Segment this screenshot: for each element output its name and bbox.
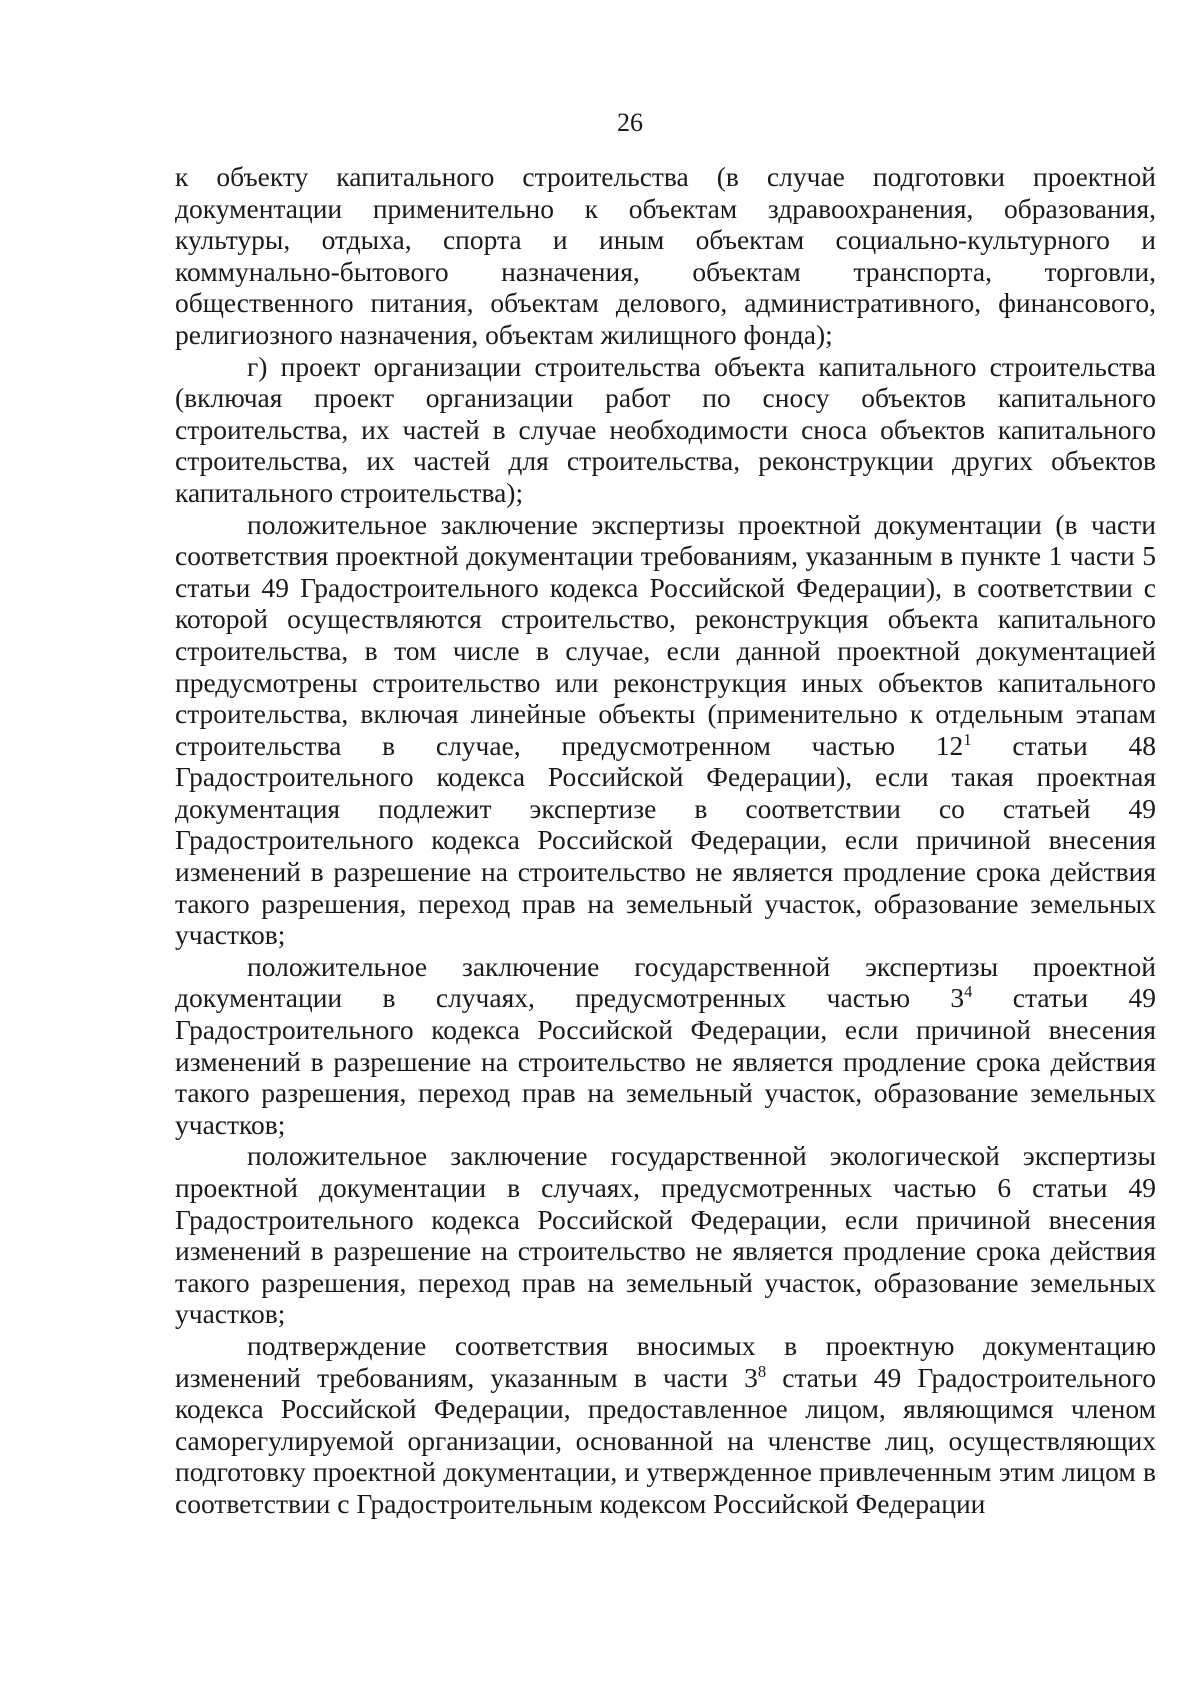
paragraph-3 (175, 509, 1156, 951)
paragraph-4 (175, 951, 1156, 1141)
paragraph-5 (175, 1140, 1156, 1330)
paragraph-1 (175, 161, 1156, 351)
superscript: 4 (964, 982, 973, 1002)
text-segment: к объекту капитального строительства (в случае подготовки проектной документации применительно к объектам здравоохранения, образования, культуры, отдыха, спорта и иным объектам социально-культурного и коммунально-бытового назначения, объектам транспорта, торговли, общественного питания, объектам делового, административного, финансового, религиозного назначения, объектам жилищного фонда); (175, 161, 1156, 350)
paragraph-6 (175, 1330, 1156, 1520)
text-segment: положительное заключение государственной экспертизы проектной документации в случаях, предусмотренных частью 3 (175, 950, 1156, 1014)
text-segment: положительное заключение экспертизы проектной документации (в части соответствия проектной документации требованиям, указанным в пункте 1 части 5 статьи 49 Градостроительного кодекса Российской Федерации), в соответствии с которой осуществляются строительство, реконструкция объекта капитального строительства, в том числе в случае, если данной проектной документацией предусмотрены строительство или реконструкция иных объектов капитального строительства, включая линейные объекты (применительно к отдельным этапам строительства в случае, предусмотренном частью 12 (175, 508, 1156, 761)
text-segment: статьи 49 Градостроительного кодекса Российской Федерации, предоставленное лицом, являющимся членом саморегулируемой организации, основанной на членстве лиц, осуществляющих подготовку проектной документации, и утвержденное привлеченным этим лицом в соответствии с Градостроительным кодексом Российской Федерации (175, 1361, 1156, 1519)
text-segment: г) проект организации строительства объекта капитального строительства (включая проект организации работ по сносу объектов капитального строительства, их частей в случае необходимости сноса объектов капитального строительства, их частей для строительства, реконструкции других объектов капитального строительства); (175, 350, 1156, 508)
text-segment: статьи 48 Градостроительного кодекса Российской Федерации), если такая проектная документация подлежит экспертизе в соответствии со статьей 49 Градостроительного кодекса Российской Федерации, если причиной внесения изменений в разрешение на строительство не является продление срока действия такого разрешения, переход прав на земельный участок, образование земельных участков; (175, 729, 1156, 951)
page-number: 26 (617, 108, 643, 137)
document-body (175, 161, 1156, 1520)
text-segment: статьи 49 Градостроительного кодекса Российской Федерации, если причиной внесения изменений в разрешение на строительство не является продление срока действия такого разрешения, переход прав на земельный участок, образование земельных участков; (175, 982, 1156, 1140)
superscript: 8 (757, 1361, 767, 1381)
text-segment: подтверждение соответствия вносимых в проектную документацию изменений требованиям, указанным в части 3 (175, 1329, 1156, 1393)
paragraph-2 (175, 351, 1156, 509)
superscript: 1 (963, 729, 972, 749)
text-segment: положительное заключение государственной экологической экспертизы проектной документации в случаях, предусмотренных частью 6 статьи 49 Градостроительного кодекса Российской Федерации, если причиной внесения изменений в разрешение на строительство не является продление срока действия такого разрешения, переход прав на земельный участок, образование земельных участков; (175, 1140, 1156, 1330)
